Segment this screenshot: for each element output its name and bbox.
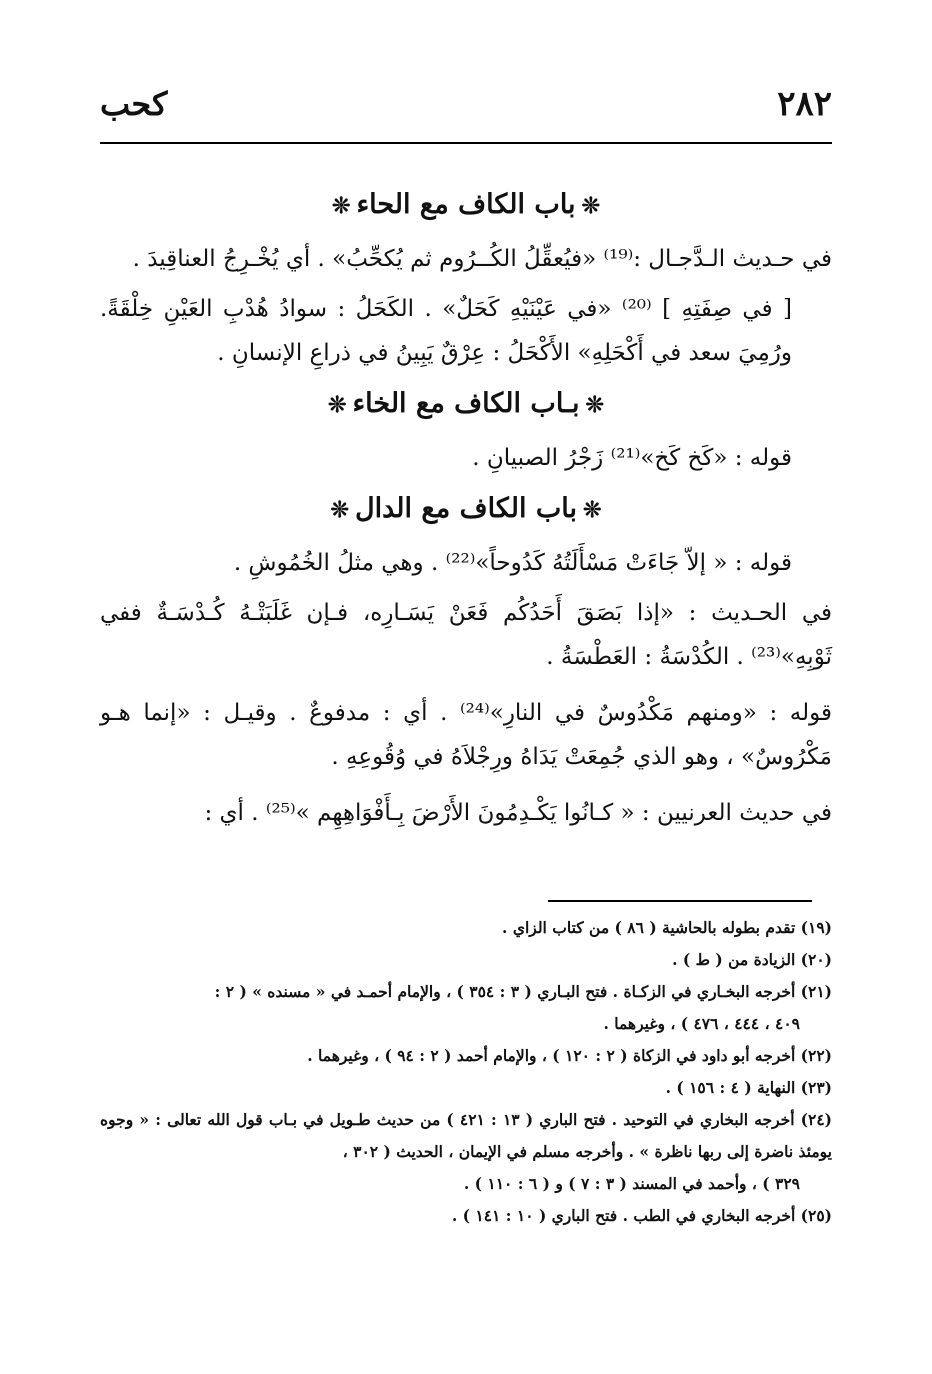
paragraph-kakh: قوله : «كَخ كَخ»⁽²¹⁾ زَجْرُ الصبيانِ . [472,445,792,471]
footnote-23: (٢٣) النهاية ( ٤ : ١٥٦ ) . [665,1078,832,1097]
paragraph-makdus: قوله : «ومنهم مَكْدُوسٌ في النارِ»⁽²⁴⁾ . أي : مدفوعٌ . وقيـل : «إنما هـو مَكْرُوسٌ» ، وهو الذي جُمِعَتْ يَدَاهُ ورِجْلاَهُ في وُقُوعِهِ . [100,700,833,770]
footnote-20: (٢٠) الزيادة من ( ط ) . [672,950,832,969]
section-heading-kaf-dal: ❊باب الكاف مع الدال❊ [100,486,832,533]
footnote-22: (٢٢) أخرجه أبو داود في الزكاة ( ٢ : ١٢٠ ) ، والإمام أحمد ( ٢ : ٩٤ ) ، وغيرهما . [307,1046,832,1065]
footnote-25: (٢٥) أخرجه البخاري في الطب . فتح الباري ( ١٠ : ١٤١ ) . [451,1206,832,1225]
paragraph-kaduh: قوله : « إلاّ جَاءَتْ مَسْأَلَتُهُ كَدُوحاً»⁽²²⁾ . وهي مثلُ الخُمُوشِ . [233,550,792,576]
ornament-icon: ❊ [583,497,602,523]
running-head-root-word: كحب [100,85,168,123]
paragraph-urayniyyin: في حديث العرنيين : « كـانُوا يَكْـدِمُونَ الأَرْضَ بِـأَفْوَاهِهِم »⁽²⁵⁾ . أي : [204,800,832,826]
footnote-21: (٢١) أخرجه البخـاري في الزكـاة . فتح البـاري ( ٣ : ٣٥٤ ) ، والإمام أحمـد في « مسنده » ( ٢ : ٤٠٩ ، ٤٤٤ ، ٤٧٦ ) ، وغيرهما . [214,982,832,1033]
footnotes [100,912,832,1232]
section-heading-kaf-kha: ❊بـاب الكاف مع الخاء❊ [100,381,832,428]
ornament-icon: ❊ [328,392,347,418]
header-rule [100,142,832,144]
footnote-19: (١٩) تقدم بطوله بالحاشية ( ٨٦ ) من كتاب الزاي . [502,918,832,937]
running-head [100,84,832,124]
page-number: ٢٨٢ [777,84,832,124]
paragraph-kahal: [ في صِفَتِهِ ] ⁽²⁰⁾ «في عَيْنَيْهِ كَحَلٌ» . الكَحَلُ : سوادُ هُدْبِ العَيْنِ خِلْقَةً. ورُمِيَ سعد في أَكْحَلِهِ» الأَكْحَلُ : عِرْقٌ يَبِينُ في ذراعِ الإنسانِ . [100,296,792,366]
paragraph-kudsa: في الحـديث : «إذا بَصَقَ أَحَدُكُم فَعَنْ يَسَـارِه، فـإن غَلَبَتْـهُ كُـدْسَـةٌ ففي ثَوْبِهِ»⁽²³⁾ . الكُدْسَةُ : العَطْسَةُ . [100,600,832,670]
paragraph-dajjal-hadith: في حـديث الـدَّجـال :⁽¹⁹⁾ «فيُعقِّلُ الكُــرُوم ثم يُكحِّبُ» . أي يُخْـرِجُ العناقِيدَ . [132,246,832,272]
footnote-24: (٢٤) أخرجه البخاري في التوحيد . فتح الباري ( ١٣ : ٤٢١ ) من حديث طـويل في بـاب قول الله تعالى : « وجوه يومئذ ناضرة إلى ربها ناظرة » . وأخرجه مسلم في الإيمان ، الحديث ( ٣٠٢ ، ٣٢٩ ) ، وأحمد في المسند ( ٣ : ٧ ) و ( ٦ : ١١٠ ) . [100,1110,833,1193]
section-heading-kaf-ha: ❊باب الكاف مع الحاء❊ [100,182,832,229]
main-text [100,180,832,841]
footnote-rule [548,900,812,902]
ornament-icon: ❊ [581,193,600,219]
ornament-icon: ❊ [585,392,604,418]
ornament-icon: ❊ [332,193,351,219]
ornament-icon: ❊ [330,497,349,523]
